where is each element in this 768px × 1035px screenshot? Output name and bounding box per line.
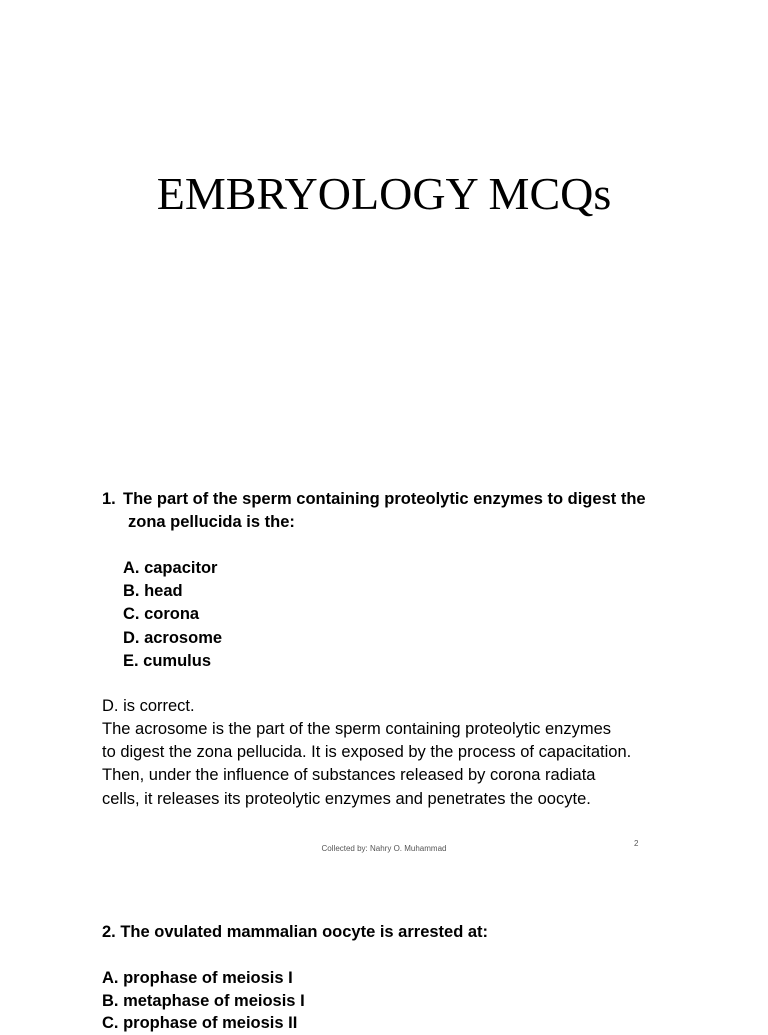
question-1-options [123, 557, 222, 673]
question-2-options [102, 967, 305, 1035]
explanation-line: cells, it releases its proteolytic enzymes and penetrates the oocyte. [102, 789, 591, 808]
option-c: C. corona [123, 605, 200, 624]
question-1-text-line-1: The part of the sperm containing proteolytic enzymes to digest the [123, 490, 646, 508]
option-b: B. metaphase of meiosis I [102, 991, 305, 1010]
option-a: A. prophase of meiosis I [102, 969, 293, 987]
explanation-line: The acrosome is the part of the sperm containing proteolytic enzymes [102, 720, 611, 738]
explanation-line: to digest the zona pellucida. It is exposed by the process of capacitation. [102, 743, 632, 762]
footer-credit: Collected by: Nahry O. Muhammad [321, 844, 447, 853]
option-b: B. head [123, 582, 183, 601]
option-c: C. prophase of meiosis II [102, 1014, 298, 1032]
question-2-text: 2. The ovulated mammalian oocyte is arrested at: [102, 923, 489, 941]
question-1-number: 1. [102, 490, 116, 508]
explanation-line: Then, under the influence of substances released by corona radiata [102, 766, 596, 785]
option-d: D. acrosome [123, 628, 223, 647]
question-1-text-line-2: zona pellucida is the: [128, 513, 295, 531]
page-title: EMBRYOLOGY MCQs [156, 168, 612, 219]
option-a: A. capacitor [123, 559, 218, 577]
question-1-explanation [102, 718, 631, 811]
question-1-answer: D. is correct. [102, 697, 195, 715]
option-e: E. cumulus [123, 651, 212, 670]
page-number: 2 [634, 839, 639, 848]
